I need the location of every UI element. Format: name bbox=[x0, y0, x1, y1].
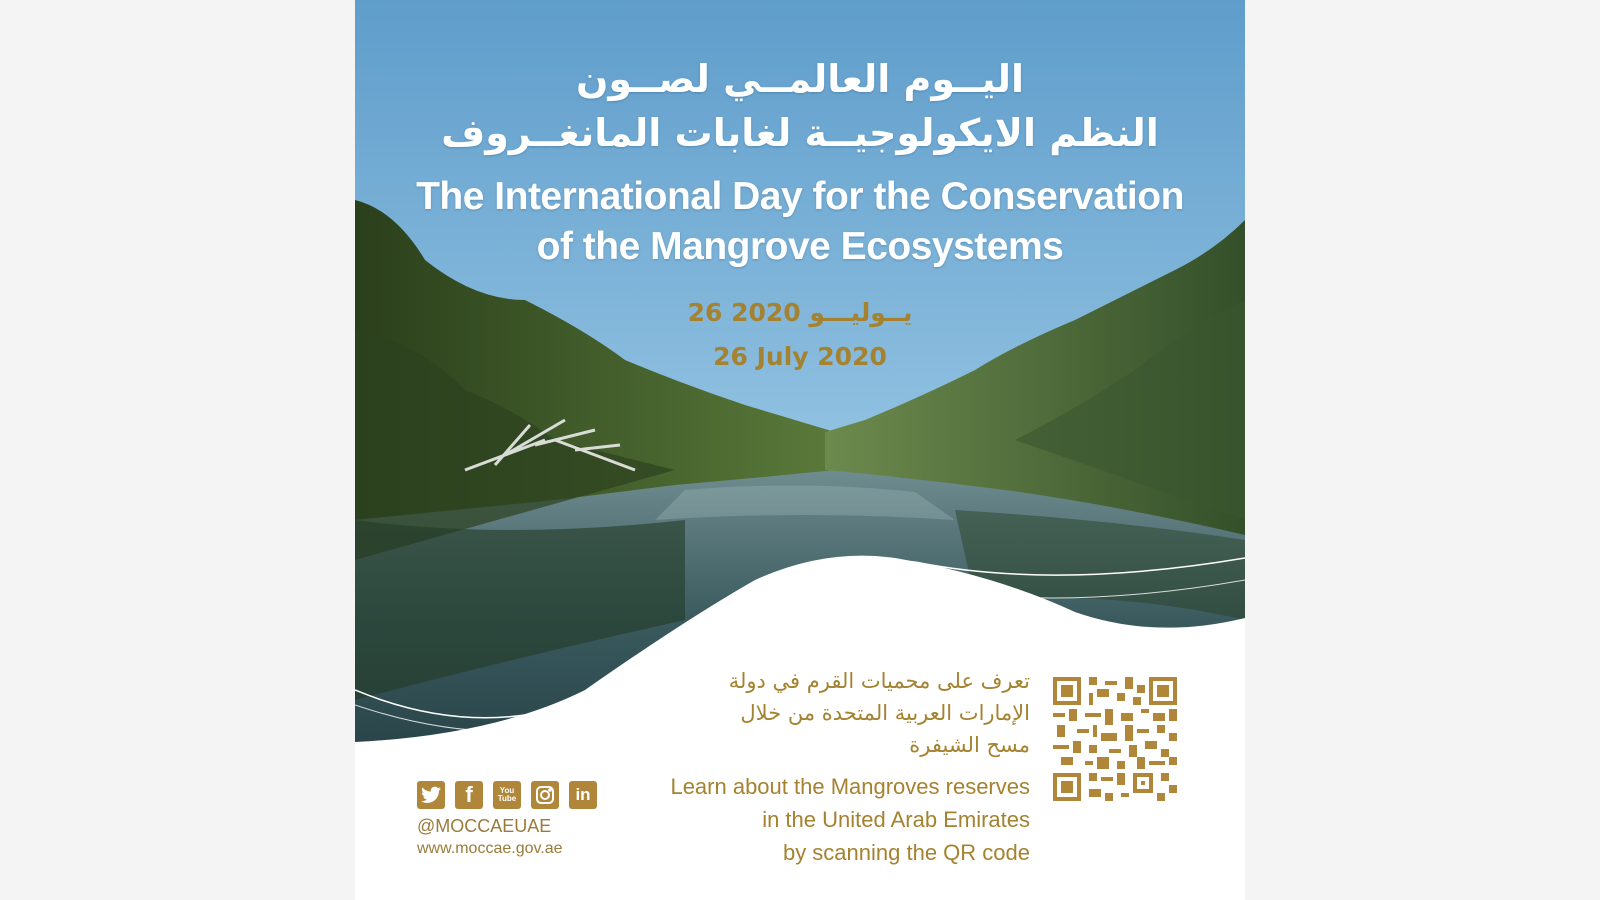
info-arabic-line2: الإمارات العربية المتحدة من خلال bbox=[740, 701, 1030, 725]
title-arabic-line1: اليــوم العالمــي لصــون bbox=[575, 57, 1025, 101]
title-english-line2: of the Mangrove Ecosystems bbox=[536, 225, 1064, 268]
info-english-line1: Learn about the Mangroves reserves bbox=[670, 774, 1030, 799]
website-link[interactable]: www.moccae.gov.ae bbox=[417, 840, 563, 857]
info-arabic-line1: تعرف على محميات القرم في دولة bbox=[728, 669, 1030, 693]
date-arabic: 26 يــوليـــو 2020 bbox=[687, 298, 913, 327]
facebook-icon[interactable]: f bbox=[455, 781, 483, 809]
info-english-line3: by scanning the QR code bbox=[782, 840, 1030, 865]
linkedin-icon[interactable]: in bbox=[569, 781, 597, 809]
date-english: 26 July 2020 bbox=[713, 342, 887, 371]
instagram-icon[interactable] bbox=[531, 781, 559, 809]
info-arabic-line3: مسح الشيفرة bbox=[909, 733, 1030, 757]
youtube-icon[interactable]: You Tube bbox=[493, 781, 521, 809]
title-arabic-line2: النظم الايكولوجيــة لغابات المانغــروف bbox=[441, 111, 1159, 155]
title-english-line1: The International Day for the Conservation bbox=[416, 175, 1184, 218]
qr-code[interactable] bbox=[1053, 677, 1177, 801]
social-icons bbox=[417, 781, 597, 809]
poster bbox=[355, 0, 1245, 900]
twitter-icon[interactable] bbox=[417, 781, 445, 809]
social-handle[interactable]: @MOCCAEUAE bbox=[417, 816, 552, 836]
info-english-line2: in the United Arab Emirates bbox=[762, 807, 1030, 832]
